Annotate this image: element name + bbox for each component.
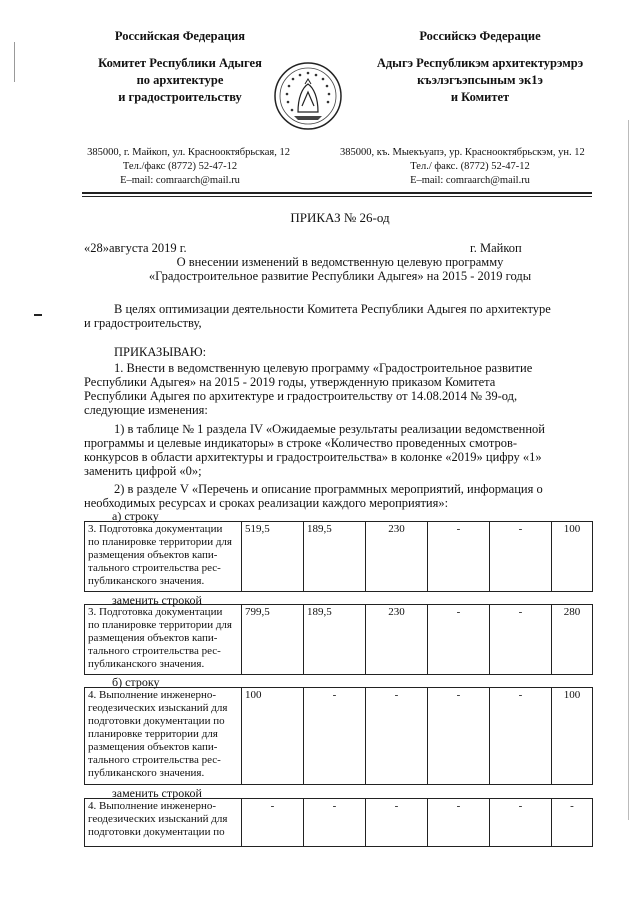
desc-line: публиканского значения. bbox=[88, 575, 205, 587]
order-word: ПРИКАЗЫВАЮ: bbox=[114, 345, 207, 359]
header-left-country: Российская Федерация bbox=[114, 29, 246, 43]
item-1-2 bbox=[84, 482, 594, 510]
table-row-b-replacement bbox=[84, 798, 593, 847]
desc-line: тального строительства рес- bbox=[88, 754, 221, 766]
order-city: г. Майкоп bbox=[470, 241, 522, 255]
desc-line: размещения объектов капи- bbox=[88, 632, 218, 644]
cell-2019: 100 bbox=[552, 522, 593, 592]
table-row bbox=[85, 799, 593, 847]
cell-2019: 100 bbox=[552, 688, 593, 785]
coat-of-arms-emblem bbox=[272, 60, 344, 132]
item-1-1-line: конкурсов в области архитектуры и градостроительства» в колонке «2019» цифру «1» bbox=[84, 450, 542, 464]
item-1-line: следующие изменения: bbox=[84, 403, 208, 417]
cell-2019: - bbox=[552, 799, 593, 847]
cell-2019: 280 bbox=[552, 605, 593, 675]
desc-line: публиканского значения. bbox=[88, 767, 205, 779]
cell-2016: 230 bbox=[366, 605, 428, 675]
order-subject bbox=[80, 255, 600, 283]
cell-2015: - bbox=[304, 688, 366, 785]
header-right-org-line: къэлэгъэпсыным эк1э bbox=[417, 73, 543, 87]
address-block-right bbox=[340, 146, 600, 188]
cell-2015: - bbox=[304, 799, 366, 847]
desc-line: публиканского значения. bbox=[88, 658, 205, 670]
desc-line: 3. Подготовка документации bbox=[88, 523, 223, 535]
cell-2017: - bbox=[428, 799, 490, 847]
desc-line: планировке территории для bbox=[88, 728, 218, 740]
item-1-1 bbox=[84, 422, 594, 478]
cell-total: 799,5 bbox=[242, 605, 304, 675]
item-1-1-line: заменить цифрой «0»; bbox=[84, 464, 202, 478]
address-right: 385000, къ. Мыекъуапэ, ур. Краснооктябрьскэм, ун. 12 bbox=[340, 147, 585, 158]
header-rule-thick bbox=[82, 192, 592, 194]
purpose-line: В целях оптимизации деятельности Комитета Республики Адыгея по архитектуре bbox=[114, 302, 551, 316]
row-description bbox=[85, 688, 242, 785]
desc-line: тального строительства рес- bbox=[88, 562, 221, 574]
email-right: E–mail: comraarch@mail.ru bbox=[410, 175, 530, 186]
cell-2018: - bbox=[490, 522, 552, 592]
cell-2018: - bbox=[490, 688, 552, 785]
header-right-country: Российскэ Федерацие bbox=[419, 29, 541, 43]
cell-2015: 189,5 bbox=[304, 522, 366, 592]
desc-line: размещения объектов капи- bbox=[88, 549, 218, 561]
desc-line: подготовки документации по bbox=[88, 715, 225, 727]
table-row-a-replacement bbox=[84, 604, 593, 675]
header-right-org-line: и Комитет bbox=[450, 90, 510, 104]
header-left-org-line: Комитет Республики Адыгея bbox=[98, 56, 262, 70]
desc-line: размещения объектов капи- bbox=[88, 741, 218, 753]
desc-line: геодезических изысканий для bbox=[88, 813, 228, 825]
purpose-paragraph bbox=[84, 302, 594, 330]
section-label-b: б) строку bbox=[112, 675, 160, 689]
phone-right: Тел./ факс. (8772) 52-47-12 bbox=[410, 161, 530, 172]
cell-2017: - bbox=[428, 605, 490, 675]
item-1-line: Республики Адыгея по архитектуре и градостроительству от 14.08.2014 № 39-од, bbox=[84, 389, 518, 403]
desc-line: 4. Выполнение инженерно- bbox=[88, 800, 217, 812]
subject-line: О внесении изменений в ведомственную целевую программу bbox=[176, 255, 504, 269]
subject-line: «Градостроительное развитие Республики Адыгея» на 2015 - 2019 годы bbox=[148, 269, 532, 283]
header-right bbox=[360, 28, 600, 106]
header-right-org-line: Адыгэ Республикэм архитектурэмрэ bbox=[376, 56, 584, 70]
row-description bbox=[85, 799, 242, 847]
desc-line: подготовки документации по bbox=[88, 826, 225, 838]
scan-artifact-right bbox=[628, 120, 629, 820]
item-1 bbox=[84, 361, 594, 417]
header-left-org-line: по архитектуре bbox=[136, 73, 224, 87]
header-left bbox=[70, 28, 290, 106]
cell-total: 519,5 bbox=[242, 522, 304, 592]
cell-2017: - bbox=[428, 688, 490, 785]
desc-line: по планировке территории для bbox=[88, 619, 232, 631]
cell-2017: - bbox=[428, 522, 490, 592]
email-left: E–mail: comraarch@mail.ru bbox=[120, 175, 240, 186]
item-1-2-line: 2) в разделе V «Перечень и описание программных мероприятий, информация о bbox=[114, 482, 543, 496]
cell-2015: 189,5 bbox=[304, 605, 366, 675]
cell-total: 100 bbox=[242, 688, 304, 785]
section-label-a: а) строку bbox=[112, 509, 159, 523]
desc-line: 4. Выполнение инженерно- bbox=[88, 689, 217, 701]
item-1-1-line: программы и целевые индикаторы» в строке «Количество проведенных смотров- bbox=[84, 436, 518, 450]
cell-2016: - bbox=[366, 799, 428, 847]
item-1-line: 1. Внести в ведомственную целевую программу «Градостроительное развитие bbox=[114, 361, 533, 375]
desc-line: тального строительства рес- bbox=[88, 645, 221, 657]
desc-line: геодезических изысканий для bbox=[88, 702, 228, 714]
table-row bbox=[85, 522, 593, 592]
item-1-line: Республики Адыгея» на 2015 - 2019 годы, утвержденную приказом Комитета bbox=[84, 375, 496, 389]
order-date: «28»августа 2019 г. bbox=[84, 241, 187, 255]
row-description bbox=[85, 522, 242, 592]
table-row-a bbox=[84, 521, 593, 592]
table-row-b bbox=[84, 687, 593, 785]
cell-2016: 230 bbox=[366, 522, 428, 592]
table-row bbox=[85, 688, 593, 785]
section-label-replace-1: заменить строкой bbox=[112, 593, 202, 607]
cell-2018: - bbox=[490, 799, 552, 847]
desc-line: 3. Подготовка документации bbox=[88, 606, 223, 618]
purpose-line: и градостроительству, bbox=[84, 316, 202, 330]
table-row bbox=[85, 605, 593, 675]
cell-2016: - bbox=[366, 688, 428, 785]
address-left: 385000, г. Майкоп, ул. Краснооктябрьская, 12 bbox=[87, 147, 290, 158]
address-block-left bbox=[70, 146, 290, 188]
phone-left: Тел./факс (8772) 52-47-12 bbox=[122, 161, 238, 172]
scan-artifact-left bbox=[14, 42, 15, 82]
header-left-org-line: и градостроительству bbox=[118, 90, 242, 104]
cell-total: - bbox=[242, 799, 304, 847]
scan-mark bbox=[34, 314, 42, 316]
order-title: ПРИКАЗ № 26-од bbox=[290, 210, 390, 225]
row-description bbox=[85, 605, 242, 675]
item-1-2-line: необходимых ресурсах и сроках реализации каждого мероприятия»: bbox=[84, 496, 449, 510]
desc-line: по планировке территории для bbox=[88, 536, 232, 548]
cell-2018: - bbox=[490, 605, 552, 675]
header-rule-thin bbox=[82, 196, 592, 197]
item-1-1-line: 1) в таблице № 1 раздела IV «Ожидаемые результаты реализации ведомственной bbox=[114, 422, 545, 436]
section-label-replace-2: заменить строкой bbox=[112, 786, 202, 800]
